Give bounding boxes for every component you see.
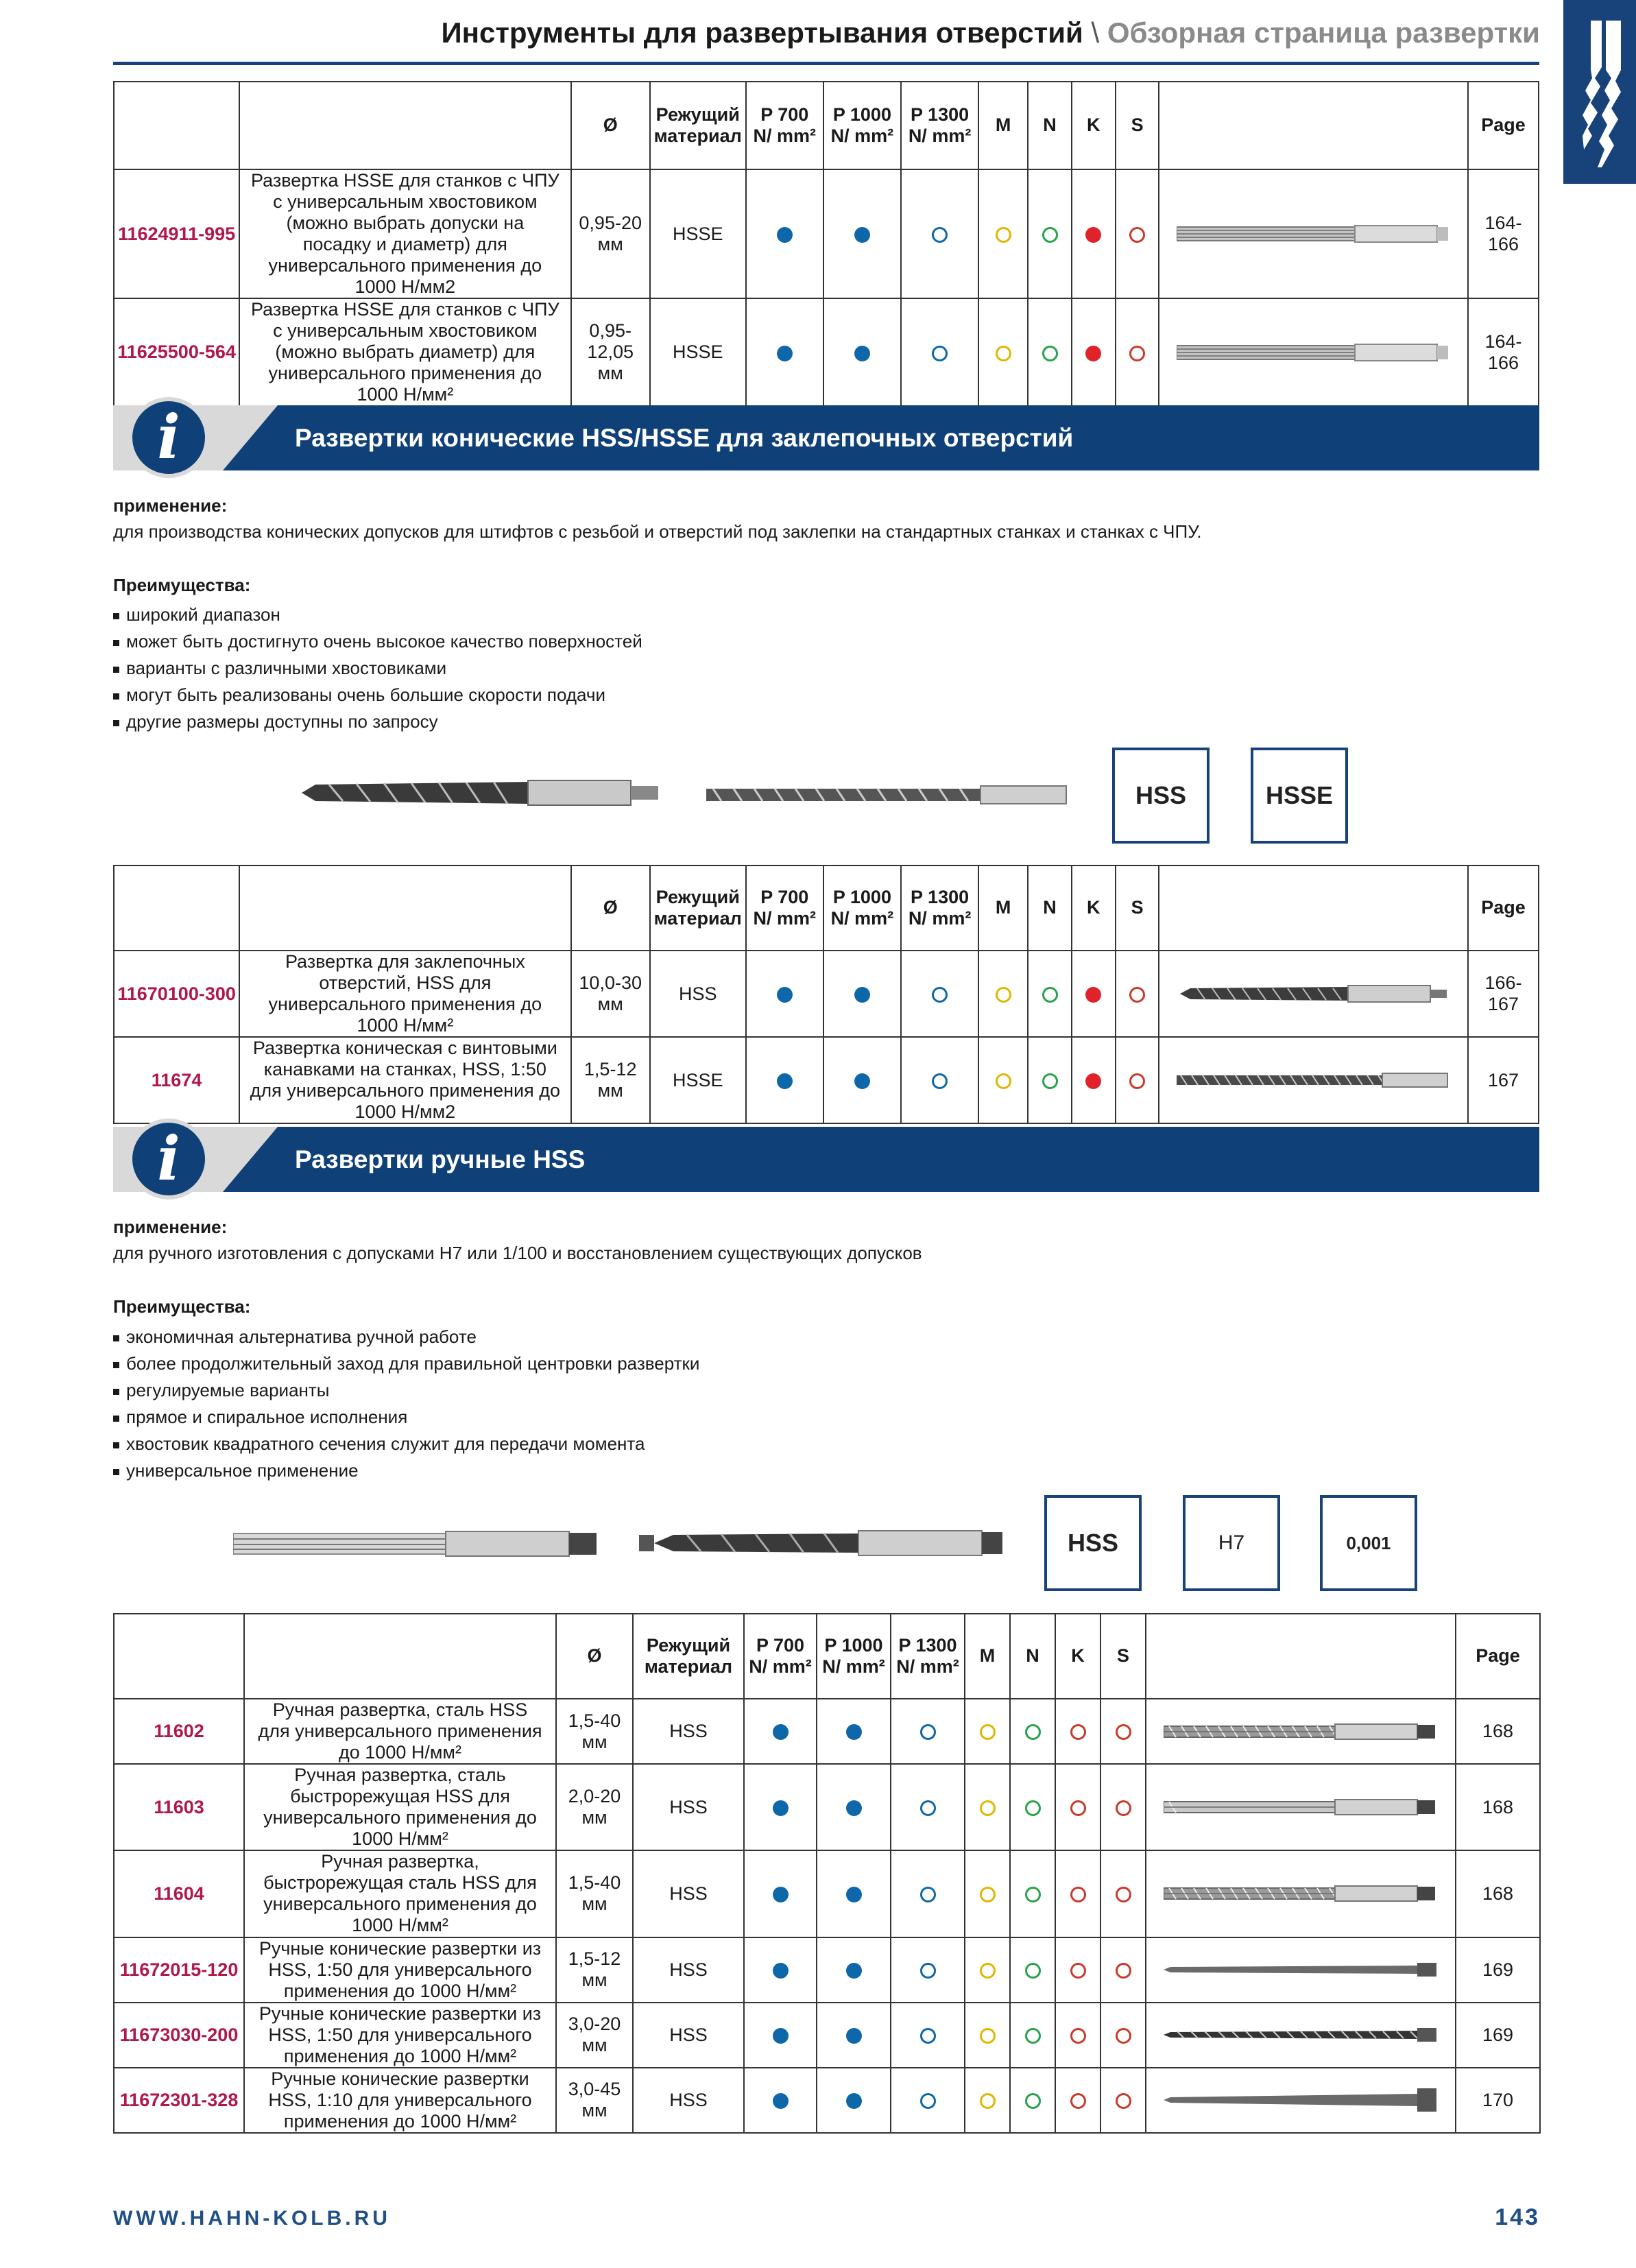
product-description: Развертка коническая с винтовыми канавками на станках, HSS, 1:50 для универсального применения до 1000 Н/мм2 xyxy=(239,1037,570,1123)
table-row[interactable] xyxy=(114,298,1539,406)
tool-image-cell xyxy=(1146,1764,1456,1850)
hand-reamer-straight-image xyxy=(233,1528,603,1560)
diameter-range: 1,5-12 мм xyxy=(571,1037,650,1123)
iso-p700-cell xyxy=(744,2003,817,2068)
suitability-open-red-icon xyxy=(1129,1073,1145,1089)
iso-m-cell xyxy=(978,298,1028,406)
footer-url[interactable]: WWW.HAHN-KOLB.RU xyxy=(113,2207,391,2230)
suitability-open-red-icon xyxy=(1116,1724,1131,1740)
tool-image-cell xyxy=(1159,951,1468,1037)
col-diameter: Ø xyxy=(556,1614,633,1699)
iso-k-cell xyxy=(1055,1699,1100,1764)
advantage-item: экономичная альтернатива ручной работе xyxy=(113,1324,699,1350)
advantage-item: широкий диапазон xyxy=(113,601,642,628)
suitability-open-red-icon xyxy=(1070,2028,1086,2044)
cutting-material: HSSE xyxy=(650,169,746,298)
diameter-range: 1,5-40 мм xyxy=(556,1850,633,1937)
badge-tolerance: 0,001 xyxy=(1320,1495,1417,1591)
iso-m-cell xyxy=(965,1937,1010,2003)
iso-p700-cell xyxy=(746,1037,823,1123)
table-header-row xyxy=(114,1614,1540,1699)
iso-p1300-cell xyxy=(891,2068,965,2133)
iso-n-cell xyxy=(1028,169,1072,298)
iso-k-cell xyxy=(1072,169,1116,298)
section-title: Развертки ручные HSS xyxy=(295,1145,586,1173)
col-s: S xyxy=(1100,1614,1146,1699)
hand-reamer-icon xyxy=(1164,1719,1438,1744)
iso-k-cell xyxy=(1055,1850,1100,1937)
cutting-material: HSSE xyxy=(650,298,746,406)
col-p700: P 700 N/ mm² xyxy=(746,82,823,169)
tool-image-cell xyxy=(1159,169,1468,298)
tool-image-cell xyxy=(1146,2003,1456,2068)
product-description: Ручная развертка, сталь HSS для универсального применения до 1000 Н/мм² xyxy=(244,1699,556,1764)
iso-k-cell xyxy=(1072,1037,1116,1123)
iso-p700-cell xyxy=(744,1764,817,1850)
badge-hss: HSS xyxy=(1112,748,1210,844)
diameter-range: 1,5-12 мм xyxy=(556,1937,633,2003)
product-description: Развертка HSSE для станков с ЧПУ с универсальным хвостовиком (можно выбрать диаметр) для универсального применения до 1000 Н/мм² xyxy=(239,298,570,406)
suitability-open-red-icon xyxy=(1116,2093,1131,2109)
iso-p1300-cell xyxy=(901,1037,978,1123)
suitability-filled-blue-icon xyxy=(773,1800,789,1816)
table-row[interactable] xyxy=(114,2068,1540,2133)
suitability-filled-red-icon xyxy=(1085,1073,1101,1089)
suitability-filled-blue-icon xyxy=(777,1073,793,1089)
suitability-filled-blue-icon xyxy=(777,346,793,361)
advantage-item: варианты с различными хвостовиками xyxy=(113,655,642,682)
badge-hss: HSS xyxy=(1044,1495,1142,1591)
page-ref[interactable]: 167 xyxy=(1468,1037,1539,1123)
suitability-open-green-icon xyxy=(1042,227,1058,243)
suitability-open-blue-icon xyxy=(932,227,948,243)
iso-m-cell xyxy=(978,169,1028,298)
iso-p1300-cell xyxy=(891,1764,965,1850)
iso-k-cell xyxy=(1072,298,1116,406)
col-n: N xyxy=(1010,1614,1055,1699)
iso-p700-cell xyxy=(746,298,823,406)
col-material: Режущий материал xyxy=(633,1614,744,1699)
suitability-filled-blue-icon xyxy=(773,2093,789,2109)
product-description: Ручная развертка, сталь быстрорежущая HSS для универсального применения до 1000 Н/мм² xyxy=(244,1764,556,1850)
suitability-filled-blue-icon xyxy=(846,2028,862,2044)
header-title: Инструменты для развертывания отверстий xyxy=(441,16,1083,49)
taper-reamer-icon xyxy=(1164,1957,1438,1982)
iso-m-cell xyxy=(965,2003,1010,2068)
suitability-open-red-icon xyxy=(1129,987,1145,1003)
iso-p1000-cell xyxy=(817,2003,891,2068)
iso-k-cell xyxy=(1055,1937,1100,2003)
page-ref[interactable]: 166-167 xyxy=(1468,951,1539,1037)
col-p1000: P 1000 N/ mm² xyxy=(823,866,901,951)
col-material: Режущий материал xyxy=(650,866,746,951)
iso-p1000-cell xyxy=(823,298,901,406)
iso-n-cell xyxy=(1028,298,1072,406)
application-label: применение: xyxy=(113,1217,228,1237)
suitability-open-blue-icon xyxy=(920,1963,936,1979)
col-p1000: P 1000 N/ mm² xyxy=(823,82,901,169)
page-ref[interactable]: 170 xyxy=(1456,2068,1540,2133)
application-label: применение: xyxy=(113,495,228,516)
suitability-filled-red-icon xyxy=(1085,987,1101,1003)
info-icon: i xyxy=(128,1119,209,1199)
hand-reamer-icon xyxy=(1164,1881,1438,1906)
table-row[interactable] xyxy=(114,2003,1540,2068)
iso-s-cell xyxy=(1116,298,1159,406)
taper-rivet-reamer-image xyxy=(302,775,672,811)
page-ref[interactable]: 168 xyxy=(1456,1764,1540,1850)
iso-p700-cell xyxy=(744,2068,817,2133)
suitability-open-blue-icon xyxy=(920,1800,936,1816)
suitability-open-green-icon xyxy=(1025,1963,1041,1979)
page-ref[interactable]: 168 xyxy=(1456,1850,1540,1937)
suitability-open-green-icon xyxy=(1025,2093,1041,2109)
cutting-material: HSS xyxy=(633,2068,744,2133)
col-k: K xyxy=(1072,866,1116,951)
iso-s-cell xyxy=(1100,1937,1146,2003)
iso-p1300-cell xyxy=(901,169,978,298)
article-number[interactable]: 11603 xyxy=(114,1764,244,1850)
diameter-range: 1,5-40 мм xyxy=(556,1699,633,1764)
diameter-range: 2,0-20 мм xyxy=(556,1764,633,1850)
spiral-reamer-icon xyxy=(1177,1068,1451,1093)
suitability-open-blue-icon xyxy=(932,346,948,361)
suitability-open-red-icon xyxy=(1116,1800,1131,1816)
col-m: M xyxy=(978,82,1028,169)
col-p700: P 700 N/ mm² xyxy=(746,866,823,951)
spiral-reamer-image xyxy=(706,780,1076,808)
iso-s-cell xyxy=(1116,1037,1159,1123)
tool-image-cell xyxy=(1159,298,1468,406)
advantage-item: универсальное применение xyxy=(113,1457,699,1484)
iso-p1000-cell xyxy=(817,1764,891,1850)
taper-reamer-icon xyxy=(1164,2022,1438,2047)
iso-n-cell xyxy=(1010,1850,1055,1937)
table-header-row xyxy=(114,866,1539,951)
drill-bit-icon xyxy=(1563,15,1636,173)
tool-image-cell xyxy=(1159,1037,1468,1123)
application-text: для ручного изготовления с допусками H7 или 1/100 и восстановлением существующих допусков xyxy=(113,1243,922,1263)
iso-s-cell xyxy=(1100,1764,1146,1850)
suitability-filled-blue-icon xyxy=(846,2093,862,2109)
suitability-open-red-icon xyxy=(1070,1800,1086,1816)
iso-s-cell xyxy=(1100,2003,1146,2068)
col-p1000: P 1000 N/ mm² xyxy=(817,1614,891,1699)
product-table-rivet xyxy=(113,865,1539,1124)
iso-n-cell xyxy=(1010,2003,1055,2068)
suitability-open-yellow-icon xyxy=(980,1724,996,1740)
article-number[interactable]: 11602 xyxy=(114,1699,244,1764)
advantages-list xyxy=(113,1324,699,1484)
suitability-open-green-icon xyxy=(1025,1887,1041,1902)
chapter-tab[interactable] xyxy=(1563,0,1636,184)
iso-p700-cell xyxy=(744,1937,817,2003)
table-row[interactable] xyxy=(114,951,1539,1037)
page-number: 143 xyxy=(1495,2204,1540,2230)
iso-n-cell xyxy=(1028,951,1072,1037)
iso-s-cell xyxy=(1100,2068,1146,2133)
page-ref[interactable]: 164-166 xyxy=(1468,298,1539,406)
col-p1300: P 1300 N/ mm² xyxy=(901,866,978,951)
col-k: K xyxy=(1055,1614,1100,1699)
article-number[interactable]: 11624911-995 xyxy=(114,169,239,298)
product-description: Ручные конические развертки HSS, 1:10 для универсального применения до 1000 Н/мм² xyxy=(244,2068,556,2133)
suitability-open-red-icon xyxy=(1116,2028,1131,2044)
iso-p700-cell xyxy=(744,1850,817,1937)
suitability-open-green-icon xyxy=(1042,987,1058,1003)
iso-p1000-cell xyxy=(817,1850,891,1937)
col-diameter: Ø xyxy=(571,866,650,951)
suitability-filled-blue-icon xyxy=(846,1800,862,1816)
tool-image-cell xyxy=(1146,2068,1456,2133)
col-n: N xyxy=(1028,866,1072,951)
advantage-item: другие размеры доступны по запросу xyxy=(113,708,642,735)
suitability-open-red-icon xyxy=(1070,1887,1086,1902)
suitability-open-yellow-icon xyxy=(980,1963,996,1979)
iso-s-cell xyxy=(1100,1850,1146,1937)
suitability-open-green-icon xyxy=(1025,1800,1041,1816)
suitability-open-yellow-icon xyxy=(996,346,1011,361)
suitability-filled-red-icon xyxy=(1085,227,1101,243)
suitability-filled-blue-icon xyxy=(773,1963,789,1979)
hand-reamer-icon xyxy=(1164,1795,1438,1819)
suitability-filled-blue-icon xyxy=(854,346,870,361)
iso-p1000-cell xyxy=(823,1037,901,1123)
reamer-straight-icon xyxy=(1177,222,1451,246)
page-title xyxy=(441,16,1540,49)
col-s: S xyxy=(1116,82,1159,169)
iso-n-cell xyxy=(1010,1699,1055,1764)
product-description: Ручная развертка, быстрорежущая сталь HSS для универсального применения до 1000 Н/мм² xyxy=(244,1850,556,1937)
col-n: N xyxy=(1028,82,1072,169)
article-number[interactable]: 11670100-300 xyxy=(114,951,239,1037)
cutting-material: HSS xyxy=(633,1937,744,2003)
col-p1300: P 1300 N/ mm² xyxy=(901,82,978,169)
iso-m-cell xyxy=(965,1764,1010,1850)
header-subtitle: Обзорная страница развертки xyxy=(1107,16,1540,49)
table-row[interactable] xyxy=(114,1850,1540,1937)
suitability-open-green-icon xyxy=(1042,1073,1058,1089)
cutting-material: HSS xyxy=(633,1850,744,1937)
suitability-open-red-icon xyxy=(1070,1724,1086,1740)
iso-p700-cell xyxy=(746,169,823,298)
section-banner-hand-reamers xyxy=(113,1123,1539,1194)
product-description: Ручные конические развертки из HSS, 1:50 для универсального применения до 1000 Н/мм² xyxy=(244,1937,556,2003)
iso-s-cell xyxy=(1116,169,1159,298)
product-description: Ручные конические развертки из HSS, 1:50 для универсального применения до 1000 Н/мм² xyxy=(244,2003,556,2068)
iso-p1300-cell xyxy=(891,1699,965,1764)
col-p1300: P 1300 N/ mm² xyxy=(891,1614,965,1699)
diameter-range: 3,0-20 мм xyxy=(556,2003,633,2068)
suitability-open-yellow-icon xyxy=(980,1800,996,1816)
cutting-material: HSSE xyxy=(650,1037,746,1123)
iso-p1300-cell xyxy=(901,951,978,1037)
application-text: для производства конических допусков для штифтов с резьбой и отверстий под заклепки на стандартных станках и станках с ЧПУ. xyxy=(113,521,1202,542)
article-number[interactable]: 11625500-564 xyxy=(114,298,239,406)
iso-p700-cell xyxy=(744,1699,817,1764)
table-row[interactable] xyxy=(114,169,1539,298)
advantage-item: регулируемые варианты xyxy=(113,1377,699,1404)
diameter-range: 3,0-45 мм xyxy=(556,2068,633,2133)
iso-n-cell xyxy=(1010,2068,1055,2133)
table-row[interactable] xyxy=(114,1764,1540,1850)
col-p700: P 700 N/ mm² xyxy=(744,1614,817,1699)
col-diameter: Ø xyxy=(571,82,650,169)
diameter-range: 0,95-12,05 мм xyxy=(571,298,650,406)
suitability-open-blue-icon xyxy=(920,1724,936,1740)
advantages-label: Преимущества: xyxy=(113,575,251,595)
advantage-item: хвостовик квадратного сечения служит для передачи момента xyxy=(113,1431,699,1457)
suitability-open-green-icon xyxy=(1025,2028,1041,2044)
article-number[interactable]: 11604 xyxy=(114,1850,244,1937)
advantages-list xyxy=(113,601,642,735)
iso-p1000-cell xyxy=(817,1937,891,2003)
col-material: Режущий материал xyxy=(650,82,746,169)
iso-n-cell xyxy=(1028,1037,1072,1123)
iso-k-cell xyxy=(1055,2068,1100,2133)
col-page: Page xyxy=(1468,866,1539,951)
iso-p1000-cell xyxy=(817,2068,891,2133)
suitability-filled-blue-icon xyxy=(846,1887,862,1902)
col-k: K xyxy=(1072,82,1116,169)
iso-k-cell xyxy=(1055,2003,1100,2068)
cutting-material: HSS xyxy=(633,1764,744,1850)
suitability-open-red-icon xyxy=(1129,227,1145,243)
badge-hsse: HSSE xyxy=(1251,748,1348,844)
iso-m-cell xyxy=(965,1850,1010,1937)
article-number[interactable]: 11672301-328 xyxy=(114,2068,244,2133)
advantage-item: могут быть реализованы очень большие скорости подачи xyxy=(113,682,642,708)
iso-p1300-cell xyxy=(891,2003,965,2068)
header-separator: \ xyxy=(1091,16,1100,49)
suitability-open-red-icon xyxy=(1070,2093,1086,2109)
col-page: Page xyxy=(1456,1614,1540,1699)
cutting-material: HSS xyxy=(650,951,746,1037)
info-icon: i xyxy=(128,397,209,478)
suitability-filled-blue-icon xyxy=(773,2028,789,2044)
suitability-open-yellow-icon xyxy=(980,1887,996,1902)
suitability-filled-blue-icon xyxy=(854,1073,870,1089)
diameter-range: 0,95-20 мм xyxy=(571,169,650,298)
iso-p700-cell xyxy=(746,951,823,1037)
suitability-filled-blue-icon xyxy=(777,987,793,1003)
tool-image-cell xyxy=(1146,1850,1456,1937)
iso-m-cell xyxy=(965,1699,1010,1764)
suitability-open-red-icon xyxy=(1116,1887,1131,1902)
table-row[interactable] xyxy=(114,1037,1539,1123)
suitability-open-red-icon xyxy=(1116,1963,1131,1979)
article-number[interactable]: 11672015-120 xyxy=(114,1937,244,2003)
article-number[interactable]: 11674 xyxy=(114,1037,239,1123)
iso-p1300-cell xyxy=(891,1850,965,1937)
suitability-filled-red-icon xyxy=(1085,346,1101,361)
suitability-open-red-icon xyxy=(1070,1963,1086,1979)
iso-s-cell xyxy=(1116,951,1159,1037)
iso-k-cell xyxy=(1055,1764,1100,1850)
suitability-filled-blue-icon xyxy=(854,227,870,243)
rivet-reamer-icon xyxy=(1177,981,1451,1006)
page-ref[interactable]: 169 xyxy=(1456,2003,1540,2068)
iso-m-cell xyxy=(978,951,1028,1037)
iso-p1000-cell xyxy=(817,1699,891,1764)
suitability-open-blue-icon xyxy=(932,1073,948,1089)
product-table-cnc xyxy=(113,81,1539,407)
taper-reamer-icon xyxy=(1164,2088,1438,2112)
page-ref[interactable]: 168 xyxy=(1456,1699,1540,1764)
col-m: M xyxy=(965,1614,1010,1699)
article-number[interactable]: 11673030-200 xyxy=(114,2003,244,2068)
suitability-filled-blue-icon xyxy=(777,227,793,243)
suitability-open-yellow-icon xyxy=(996,227,1011,243)
iso-p1000-cell xyxy=(823,951,901,1037)
iso-k-cell xyxy=(1072,951,1116,1037)
diameter-range: 10,0-30 мм xyxy=(571,951,650,1037)
suitability-filled-blue-icon xyxy=(854,987,870,1003)
cutting-material: HSS xyxy=(633,2003,744,2068)
suitability-filled-blue-icon xyxy=(773,1724,789,1740)
iso-s-cell xyxy=(1100,1699,1146,1764)
advantages-label: Преимущества: xyxy=(113,1296,251,1317)
suitability-open-yellow-icon xyxy=(980,2093,996,2109)
suitability-open-green-icon xyxy=(1042,346,1058,361)
suitability-open-blue-icon xyxy=(920,2028,936,2044)
product-description: Развертка HSSE для станков с ЧПУ с универсальным хвостовиком (можно выбрать допуски на посадку и диаметр) для универсального применения до 1000 Н/мм2 xyxy=(239,169,570,298)
advantage-item: более продолжительный заход для правильной центровки развертки xyxy=(113,1350,699,1377)
advantage-item: прямое и спиральное исполнения xyxy=(113,1404,699,1431)
header-rule xyxy=(113,62,1539,65)
suitability-filled-blue-icon xyxy=(773,1887,789,1902)
hand-reamer-spiral-image xyxy=(639,1525,1009,1561)
table-row[interactable] xyxy=(114,1699,1540,1764)
tool-image-cell xyxy=(1146,1937,1456,2003)
iso-p1000-cell xyxy=(823,169,901,298)
suitability-filled-blue-icon xyxy=(846,1963,862,1979)
product-description: Развертка для заклепочных отверстий, HSS для универсального применения до 1000 Н/мм² xyxy=(239,951,570,1037)
col-m: M xyxy=(978,866,1028,951)
iso-p1300-cell xyxy=(891,1937,965,2003)
iso-m-cell xyxy=(965,2068,1010,2133)
iso-n-cell xyxy=(1010,1937,1055,2003)
table-row[interactable] xyxy=(114,1937,1540,2003)
suitability-open-blue-icon xyxy=(920,1887,936,1902)
reamer-straight-icon xyxy=(1177,340,1451,365)
suitability-open-blue-icon xyxy=(932,987,948,1003)
section-banner-rivet-reamers xyxy=(113,401,1539,473)
iso-n-cell xyxy=(1010,1764,1055,1850)
suitability-open-red-icon xyxy=(1129,346,1145,361)
iso-m-cell xyxy=(978,1037,1028,1123)
section-title: Развертки конические HSS/HSSE для заклепочных отверстий xyxy=(295,424,1074,452)
page-ref[interactable]: 169 xyxy=(1456,1937,1540,2003)
page-ref[interactable]: 164-166 xyxy=(1468,169,1539,298)
iso-p1300-cell xyxy=(901,298,978,406)
suitability-open-blue-icon xyxy=(920,2093,936,2109)
table-header-row xyxy=(114,82,1539,169)
suitability-open-yellow-icon xyxy=(996,1073,1011,1089)
cutting-material: HSS xyxy=(633,1699,744,1764)
suitability-open-yellow-icon xyxy=(980,2028,996,2044)
advantage-item: может быть достигнуто очень высокое качество поверхностей xyxy=(113,628,642,655)
col-s: S xyxy=(1116,866,1159,951)
suitability-open-green-icon xyxy=(1025,1724,1041,1740)
product-table-hand xyxy=(113,1613,1541,2134)
col-page: Page xyxy=(1468,82,1539,169)
suitability-filled-blue-icon xyxy=(846,1724,862,1740)
badge-h7: H7 xyxy=(1183,1495,1280,1591)
suitability-open-yellow-icon xyxy=(996,987,1011,1003)
tool-image-cell xyxy=(1146,1699,1456,1764)
